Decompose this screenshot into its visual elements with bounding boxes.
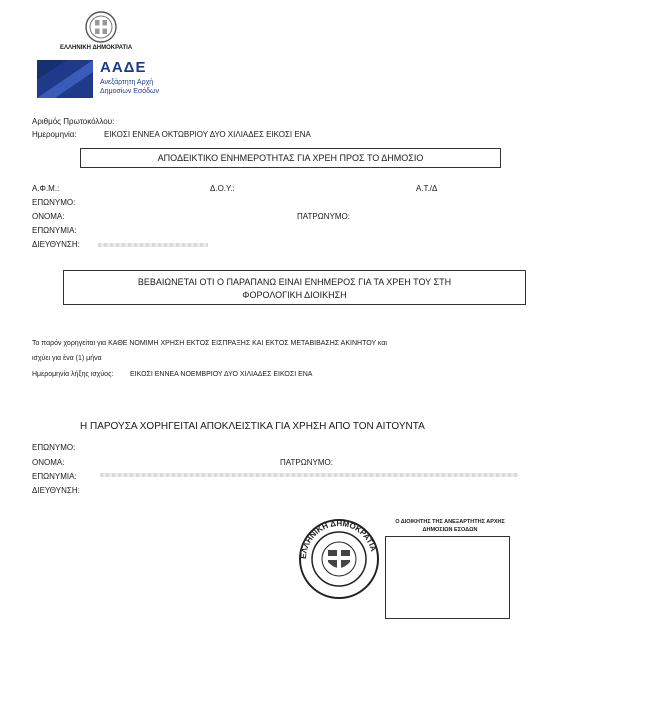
agency-line-2: Δημοσίων Εσόδων	[100, 88, 160, 95]
applicant-company-label: ΕΠΩΝΥΜΙΑ:	[32, 472, 77, 481]
seal-text: ΕΛΛΗΝΙΚΗ ΔΗΜΟΚΡΑΤΙΑ	[298, 518, 379, 560]
applicant-father-label: ΠΑΤΡΩΝΥΜΟ:	[280, 458, 333, 467]
afm-label: Α.Φ.Μ.:	[32, 184, 60, 193]
aade-logo-icon	[37, 60, 93, 103]
atd-label: Α.Τ./Δ	[416, 184, 438, 193]
expiry-label: Ημερομηνία λήξης ισχύος:	[32, 371, 114, 378]
date-value: ΕΙΚΟΣΙ ΕΝΝΕΑ ΟΚΤΩΒΡΙΟΥ ΔΥΟ ΧΙΛΙΑΔΕΣ ΕΙΚΟΣΙ ΕΝΑ	[104, 130, 311, 139]
father-label: ΠΑΤΡΩΝΥΜΟ:	[297, 212, 350, 221]
usage-line-1: Το παρόν χορηγείται για ΚΑΘΕ ΝΟΜΙΜΗ ΧΡΗΣΗ ΕΚΤΟΣ ΕΙΣΠΡΑΞΗΣ ΚΑΙ ΕΚΤΟΣ ΜΕΤΑΒΙΒΑΣΗΣ ΑΚΙΝΗΤΟΥ και	[32, 340, 387, 347]
certification-line-2: ΦΟΡΟΛΟΓΙΚΗ ΔΙΟΙΚΗΣΗ	[242, 290, 347, 300]
address-label: ΔΙΕΥΘΥΝΣΗ:	[32, 240, 80, 249]
republic-label: ΕΛΛΗΝΙΚΗ ΔΗΜΟΚΡΑΤΙΑ	[60, 45, 133, 51]
company-label: ΕΠΩΝΥΜΙΑ:	[32, 226, 77, 235]
redacted-address	[98, 243, 208, 247]
greek-emblem-icon	[84, 10, 118, 49]
protocol-label: Αριθμός Πρωτοκόλλου:	[32, 117, 115, 126]
name-label: ΟΝΟΜΑ:	[32, 212, 65, 221]
applicant-heading: Η ΠΑΡΟΥΣΑ ΧΟΡΗΓΕΙΤΑΙ ΑΠΟΚΛΕΙΣΤΙΚΑ ΓΙΑ ΧΡΗΣΗ ΑΠΟ ΤΟΝ ΑΙΤΟΥΝΤΑ	[80, 421, 425, 432]
surname-label: ΕΠΩΝΥΜΟ:	[32, 198, 76, 207]
doy-label: Δ.Ο.Υ.:	[210, 184, 235, 193]
round-seal-icon	[298, 518, 380, 605]
date-label: Ημερομηνία:	[32, 130, 77, 139]
applicant-surname-label: ΕΠΩΝΥΜΟ:	[32, 443, 76, 452]
signature-title-line-2: ΔΗΜΟΣΙΩΝ ΕΣΟΔΩΝ	[422, 527, 478, 533]
agency-abbr: ΑΑΔΕ	[100, 59, 147, 76]
certification-line-1: ΒΕΒΑΙΩΝΕΤΑΙ ΟΤΙ Ο ΠΑΡΑΠΑΝΩ ΕΙΝΑΙ ΕΝΗΜΕΡΟΣ ΓΙΑ ΤΑ ΧΡΕΗ ΤΟΥ ΣΤΗ	[137, 277, 452, 287]
applicant-name-label: ΟΝΟΜΑ:	[32, 458, 65, 467]
redacted-company	[100, 473, 518, 477]
signature-box	[385, 536, 510, 619]
signature-title-line-1: Ο ΔΙΟΙΚΗΤΗΣ ΤΗΣ ΑΝΕΞΑΡΤΗΤΗΣ ΑΡΧΗΣ	[395, 519, 505, 525]
applicant-address-label: ΔΙΕΥΘΥΝΣΗ:	[32, 486, 80, 495]
agency-line-1: Ανεξάρτητη Αρχή	[100, 79, 154, 86]
document-title: ΑΠΟΔΕΙΚΤΙΚΟ ΕΝΗΜΕΡΟΤΗΤΑΣ ΓΙΑ ΧΡΕΗ ΠΡΟΣ ΤΟ ΔΗΜΟΣΙΟ	[157, 153, 424, 163]
expiry-value: ΕΙΚΟΣΙ ΕΝΝΕΑ ΝΟΕΜΒΡΙΟΥ ΔΥΟ ΧΙΛΙΑΔΕΣ ΕΙΚΟΣΙ ΕΝΑ	[130, 371, 313, 378]
usage-line-2: ισχύει για ένα (1) μήνα	[32, 355, 102, 362]
